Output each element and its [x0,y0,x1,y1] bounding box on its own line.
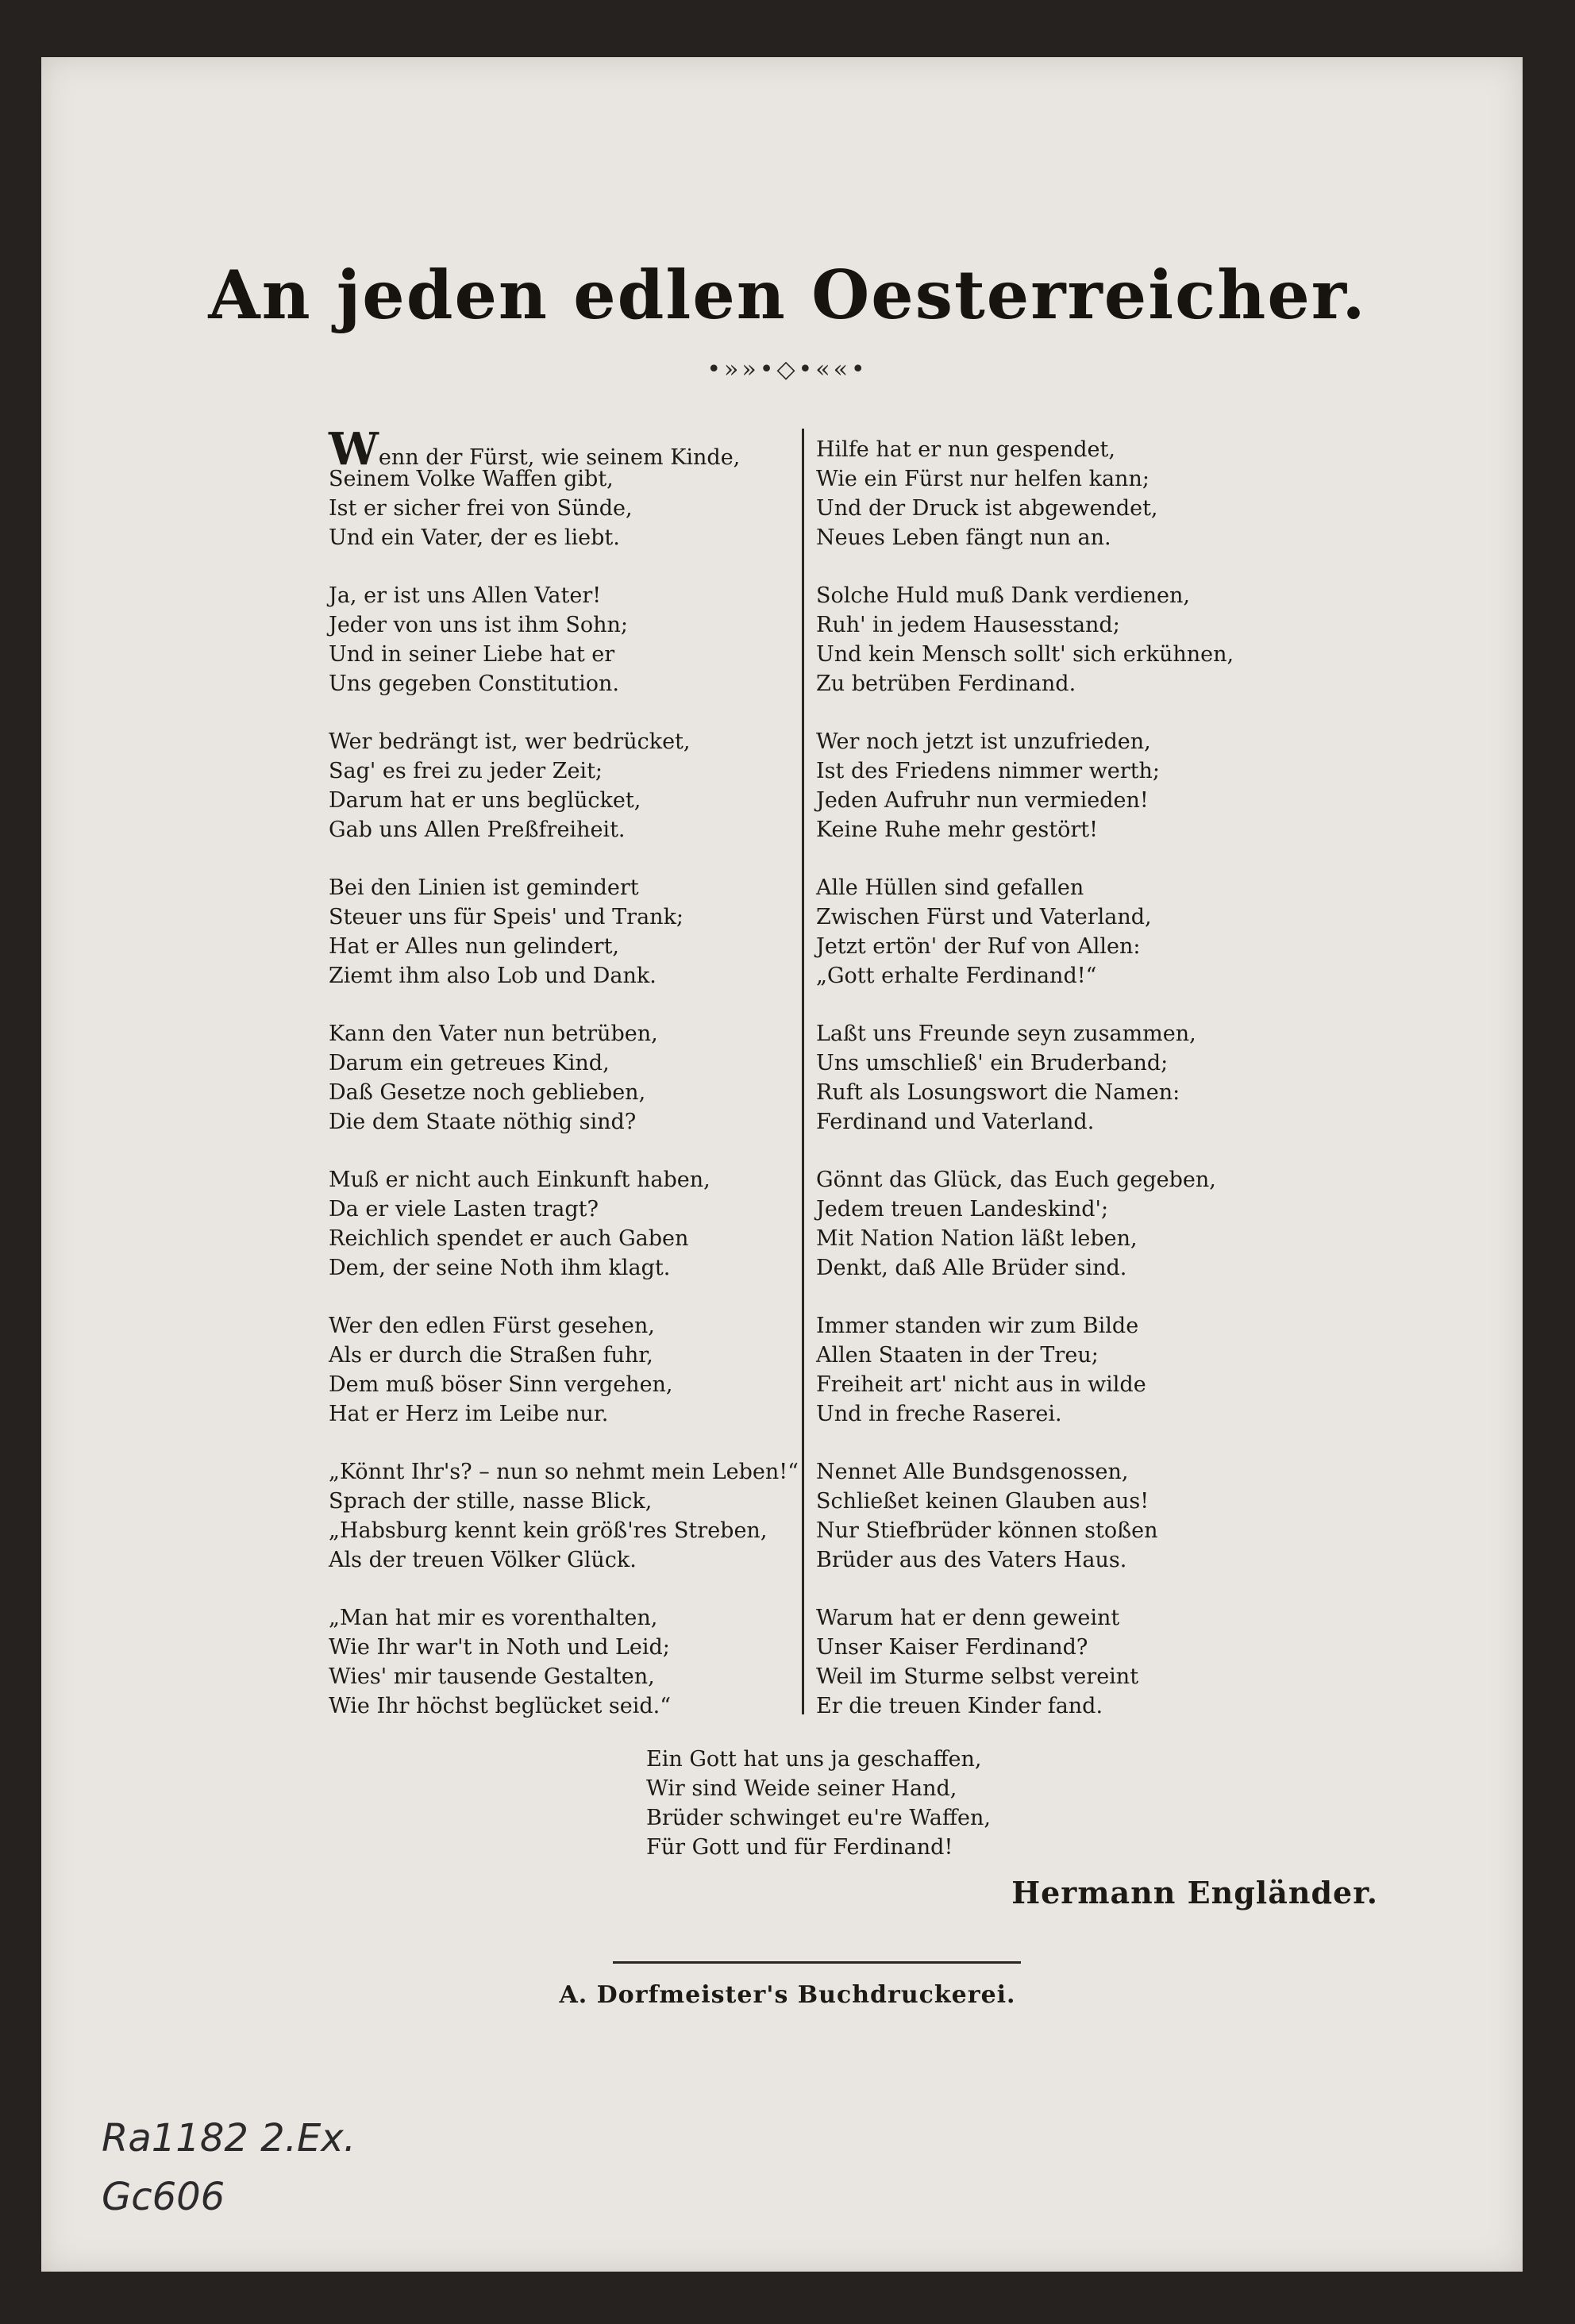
verse-line [816,1516,1292,1545]
verse-text: Ziemt ihm also Lob und Dank. [329,964,657,988]
verse-text: Und in freche Raserei. [816,1402,1062,1426]
verse-text: Zwischen Fürst und Vaterland, [816,905,1152,929]
stanza [816,581,1292,727]
verse-text: Nur Stiefbrüder können stoßen [816,1518,1158,1543]
verse-line [329,1516,805,1545]
verse-line [816,581,1292,610]
verse-line [816,1691,1292,1721]
stanza [816,1019,1292,1165]
verse-text: Warum hat er denn geweint [816,1606,1120,1630]
verse-text: Ruft als Losungswort die Namen: [816,1080,1180,1105]
stanza [329,727,805,873]
title-ornament: •»»•◇•««• [707,356,868,383]
verse-text: Hilfe hat er nun gespendet, [816,437,1115,462]
verse-line [816,1048,1292,1078]
verse-line [816,1195,1292,1224]
verse-text: Und kein Mensch sollt' sich erkühnen, [816,642,1234,667]
verse-text: Mit Nation Nation läßt leben, [816,1226,1138,1251]
verse-line [329,756,805,786]
verse-text: Alle Hüllen sind gefallen [816,875,1084,900]
verse-line [816,1633,1292,1662]
verse-line [816,1165,1292,1195]
verse-line [816,1603,1292,1633]
verse-text: Und in seiner Liebe hat er [329,642,615,667]
verse-text: Wie Ihr war't in Noth und Leid; [329,1635,670,1660]
verse-line [816,669,1292,698]
verse-line [816,610,1292,640]
verse-text: Und der Druck ist abgewendet, [816,496,1158,521]
verse-line [329,1603,805,1633]
verse-line [329,727,805,756]
verse-line [816,640,1292,669]
verse-text: Uns umschließ' ein Bruderband; [816,1051,1169,1075]
verse-line [816,932,1292,961]
verse-text: Freiheit art' nicht aus in wilde [816,1372,1146,1397]
verse-line [329,1341,805,1370]
verse-text: Brüder aus des Vaters Haus. [816,1548,1127,1572]
verse-line [816,1019,1292,1048]
verse-text: Solche Huld muß Dank verdienen, [816,583,1190,608]
verse-text: Sprach der stille, nasse Blick, [329,1489,653,1514]
verse-line [816,494,1292,523]
verse-text: Wer den edlen Fürst gesehen, [329,1314,655,1338]
verse-line [816,1311,1292,1341]
stanza [816,1603,1292,1749]
verse-text: Ja, er ist uns Allen Vater! [329,583,602,608]
verse-line [329,581,805,610]
stanza [816,727,1292,873]
verse-line [816,1487,1292,1516]
verse-line [816,815,1292,845]
verse-text: Jeder von uns ist ihm Sohn; [329,613,629,637]
printer-imprint: A. Dorfmeister's Buchdruckerei. [559,1981,1016,2009]
verse-text: Kann den Vater nun betrüben, [329,1022,658,1046]
verse-line [329,815,805,845]
verse-text: Muß er nicht auch Einkunft haben, [329,1168,710,1192]
verse-text: Steuer uns für Speis' und Trank; [329,905,684,929]
verse-text: Seinem Volke Waffen gibt, [329,467,614,491]
verse-line [816,902,1292,932]
verse-line [816,1457,1292,1487]
verse-line [329,1019,805,1048]
verse-text: „Man hat mir es vorenthalten, [329,1606,658,1630]
verse-text: Jedem treuen Landeskind'; [816,1197,1109,1222]
verse-text: „Gott erhalte Ferdinand!“ [816,964,1097,988]
handwritten-shelfmark: Ra1182 2.Ex. [102,2116,356,2160]
verse-line: Ein Gott hat uns ja geschaffen, [646,1747,982,1772]
verse-text: Als er durch die Straßen fuhr, [329,1343,653,1368]
verse-text: Dem, der seine Noth ihm klagt. [329,1256,671,1280]
verse-line [329,1048,805,1078]
verse-line: Für Gott und für Ferdinand! [646,1835,953,1860]
verse-line [329,1487,805,1516]
verse-text: Keine Ruhe mehr gestört! [816,818,1098,842]
verse-text: Uns gegeben Constitution. [329,671,619,696]
verse-line [329,1633,805,1662]
verse-text: Weil im Sturme selbst vereint [816,1664,1139,1689]
verse-line [816,1253,1292,1283]
verse-text: Er die treuen Kinder fand. [816,1694,1103,1718]
verse-text: Die dem Staate nöthig sind? [329,1110,637,1134]
verse-line [816,727,1292,756]
verse-line [816,435,1292,464]
verse-text: Wer noch jetzt ist unzufrieden, [816,729,1151,754]
verse-line [329,640,805,669]
verse-text: Reichlich spendet er auch Gaben [329,1226,689,1251]
verse-text: Sag' es frei zu jeder Zeit; [329,759,603,783]
verse-line [329,1691,805,1721]
stanza [329,1603,805,1749]
verse-text: Wie ein Fürst nur helfen kann; [816,467,1149,491]
stanza [329,1165,805,1311]
verse-text: Dem muß böser Sinn vergehen, [329,1372,673,1397]
right-poem-column [816,435,1292,1749]
verse-text: Wie Ihr höchst beglücket seid.“ [329,1694,672,1718]
verse-line [816,1341,1292,1370]
drop-cap: W [329,423,379,475]
verse-line [329,1399,805,1429]
verse-line [329,1078,805,1107]
verse-line [329,1165,805,1195]
verse-text: Jetzt ertön' der Ruf von Allen: [816,934,1141,959]
verse-text: Gab uns Allen Preßfreiheit. [329,818,626,842]
poem-title: An jeden edlen Oesterreicher. [208,256,1367,334]
verse-text: Allen Staaten in der Treu; [816,1343,1099,1368]
verse-text: Nennet Alle Bundsgenossen, [816,1460,1129,1484]
verse-line [816,873,1292,902]
verse-line: Wir sind Weide seiner Hand, [646,1776,957,1801]
stanza [329,581,805,727]
verse-line [329,1107,805,1137]
handwritten-catalog-number: Gc606 [102,2175,225,2219]
verse-text: Darum hat er uns beglücket, [329,788,641,813]
verse-text: Neues Leben fängt nun an. [816,525,1111,550]
verse-text: Hat er Herz im Leibe nur. [329,1402,609,1426]
stanza [329,873,805,1019]
verse-text: enn der Fürst, wie seinem Kinde, [378,445,741,470]
verse-text: Ferdinand und Vaterland. [816,1110,1095,1134]
verse-line [816,1078,1292,1107]
verse-text: Jeden Aufruhr nun vermieden! [816,788,1149,813]
verse-line [816,523,1292,552]
verse-text: „Habsburg kennt kein größ'res Streben, [329,1518,768,1543]
stanza [329,423,805,581]
stanza [329,1457,805,1603]
verse-text: Hat er Alles nun gelindert, [329,934,620,959]
stanza [816,435,1292,581]
verse-line [329,1195,805,1224]
stanza [816,873,1292,1019]
verse-text: Ist er sicher frei von Sünde, [329,496,633,521]
verse-text: Darum ein getreues Kind, [329,1051,610,1075]
verse-line [329,902,805,932]
verse-line [329,1224,805,1253]
stanza [816,1457,1292,1603]
verse-text: Als der treuen Völker Glück. [329,1548,637,1572]
verse-line [816,1370,1292,1399]
verse-line [816,1662,1292,1691]
verse-line [329,494,805,523]
verse-text: Wer bedrängt ist, wer bedrücket, [329,729,691,754]
verse-text: Bei den Linien ist gemindert [329,875,639,900]
verse-line [329,669,805,698]
verse-line [816,1545,1292,1575]
verse-text: Unser Kaiser Ferdinand? [816,1635,1088,1660]
verse-line [816,1107,1292,1137]
verse-line [329,961,805,991]
verse-line [329,1370,805,1399]
verse-line [329,1253,805,1283]
verse-line [329,1662,805,1691]
verse-text: Immer standen wir zum Bilde [816,1314,1139,1338]
verse-line [329,873,805,902]
verse-text: „Könnt Ihr's? – nun so nehmt mein Leben!“ [329,1460,799,1484]
stanza [329,1311,805,1457]
verse-line [816,464,1292,494]
verse-text: Da er viele Lasten tragt? [329,1197,599,1222]
verse-line [329,1457,805,1487]
verse-text: Wies' mir tausende Gestalten, [329,1664,655,1689]
verse-text: Schließet keinen Glauben aus! [816,1489,1149,1514]
verse-line [816,1224,1292,1253]
verse-line [816,1399,1292,1429]
left-poem-column [329,423,805,1749]
verse-text: Ruh' in jedem Hausesstand; [816,613,1120,637]
stanza [329,1019,805,1165]
verse-line [816,786,1292,815]
verse-text: Denkt, daß Alle Brüder sind. [816,1256,1127,1280]
verse-line [816,756,1292,786]
verse-line [329,1545,805,1575]
final-stanza [646,1745,1123,1862]
verse-line [329,1311,805,1341]
verse-text: Laßt uns Freunde seyn zusammen, [816,1022,1196,1046]
verse-line [329,610,805,640]
stanza [816,1165,1292,1311]
verse-text: Zu betrüben Ferdinand. [816,671,1076,696]
stanza [816,1311,1292,1457]
verse-line [329,423,805,475]
verse-line [329,523,805,552]
verse-text: Gönnt das Glück, das Euch gegeben, [816,1168,1216,1192]
verse-text: Und ein Vater, der es liebt. [329,525,620,550]
verse-text: Ist des Friedens nimmer werth; [816,759,1161,783]
bottom-rule [613,1961,1021,1964]
verse-line [329,932,805,961]
verse-line: Brüder schwinget eu're Waffen, [646,1806,991,1830]
author-signature: Hermann Engländer. [1011,1875,1378,1910]
verse-line [816,961,1292,991]
verse-line [329,786,805,815]
verse-text: Daß Gesetze noch geblieben, [329,1080,646,1105]
